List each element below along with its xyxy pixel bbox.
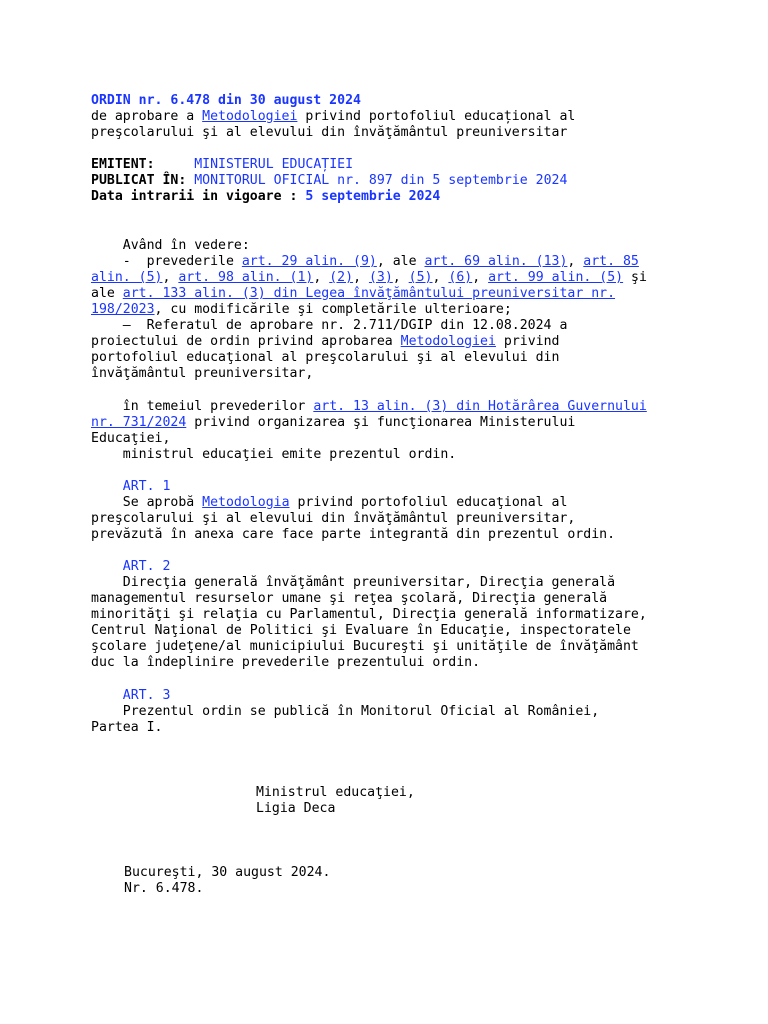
art3-text: Prezentul ordin se publică în Monitorul Oficial al României, <box>122 704 600 719</box>
link-art29[interactable]: art. 29 alin. (9) <box>241 254 377 269</box>
art3-title <box>91 688 170 704</box>
bullet2-text: – Referatul de aprobare nr. 2.711/DGIP din 12.08.2024 a <box>122 318 568 333</box>
preamble-intro <box>91 238 250 254</box>
publicat-label: PUBLICAT ÎN: <box>91 173 187 188</box>
art2-line4: Centrul Naţional de Politici şi Evaluare în Educaţie, inspectoratele <box>91 623 631 638</box>
preamble-bullet2-line4: învăţământul preuniversitar, <box>91 366 314 381</box>
art2-text: Direcţia generală învăţământ preuniversitar, Direcţia generală <box>122 575 616 590</box>
art1-line2: preşcolarului şi al elevului din învăţământul preuniversitar, <box>91 511 576 526</box>
art1-label: ART. 1 <box>122 479 171 494</box>
temei-line2 <box>91 415 575 431</box>
separator: , <box>472 270 489 285</box>
ale-text: ale <box>91 286 123 301</box>
emite-line <box>91 447 456 463</box>
art1-line1 <box>91 495 567 511</box>
signature-name: Ligia Deca <box>256 801 336 816</box>
link-art85[interactable]: art. 85 <box>583 254 639 269</box>
separator: , <box>392 270 409 285</box>
preamble-bullet2-line3: portofoliul educaţional al preşcolarului şi al elevului din <box>91 350 560 365</box>
link-hg-731-2024[interactable]: nr. 731/2024 <box>91 415 187 430</box>
preamble-bullet2-line2 <box>91 334 559 350</box>
emitent-value: MINISTERUL EDUCAȚIEI <box>194 157 354 172</box>
art3-label: ART. 3 <box>122 688 171 703</box>
link-lege-art133[interactable]: art. 133 alin. (3) din Legea învăţământului preuniversitar nr. <box>122 286 616 301</box>
bullet2-rest: privind <box>495 334 560 349</box>
link-alin3[interactable]: (3) <box>368 270 393 285</box>
publicat-value: MONITORUL OFICIAL nr. 897 din 5 septembrie 2024 <box>194 173 568 188</box>
separator: , <box>432 270 449 285</box>
vigoare-row <box>91 189 440 205</box>
bullet2-prefix: proiectului de ordin privind aprobarea <box>91 334 401 349</box>
art2-line5: şcolare judeţene/al municipiului Bucureşti şi unităţile de învăţământ <box>91 639 639 654</box>
emite-text: ministrul educaţiei emite prezentul ordin. <box>122 447 457 462</box>
preamble-bullet1-line2 <box>91 270 647 286</box>
signature-role: Ministrul educaţiei, <box>256 785 415 800</box>
order-subtitle-line1 <box>91 109 575 125</box>
art2-line6: duc la îndeplinire prevederile prezentului ordin. <box>91 655 481 670</box>
link-alin5[interactable]: (5) <box>408 270 433 285</box>
separator: , ale <box>376 254 425 269</box>
separator: , <box>313 270 330 285</box>
metodologie-link[interactable]: Metodologiei <box>202 109 298 124</box>
order-subtitle-line2: preşcolarului şi al elevului din învăţământul preuniversitar <box>91 125 568 140</box>
preamble-bullet2-line1 <box>91 318 567 334</box>
link-metodologia[interactable]: Metodologia <box>202 495 290 510</box>
link-hg-art13[interactable]: art. 13 alin. (3) din Hotărârea Guvernului <box>313 399 647 414</box>
after-lege-text: , cu modificările şi completările ulterioare; <box>154 302 512 317</box>
art1-title <box>91 479 170 495</box>
vigoare-label: Data intrarii in vigoare : <box>91 189 306 204</box>
art1-prefix: Se aprobă <box>122 495 203 510</box>
art3-line2: Partea I. <box>91 720 163 735</box>
link-art69[interactable]: art. 69 alin. (13) <box>424 254 568 269</box>
temei-prefix: în temeiul prevederilor <box>122 399 314 414</box>
order-title: ORDIN nr. 6.478 din 30 august 2024 <box>91 93 361 108</box>
art2-line2: managementul resurselor umane şi reţea şcolară, Direcţia generală <box>91 591 608 606</box>
separator: , <box>162 270 179 285</box>
art1-rest: privind portofoliul educaţional al <box>289 495 568 510</box>
preamble-bullet1-line1 <box>91 254 639 270</box>
separator: , <box>567 254 584 269</box>
subtitle-prefix: de aprobare a <box>91 109 203 124</box>
separator: , <box>353 270 369 285</box>
preamble-bullet1-line3 <box>91 286 615 302</box>
temei-rest: privind organizarea şi funcţionarea Ministerului <box>186 415 576 430</box>
art2-label: ART. 2 <box>122 559 171 574</box>
link-alin6[interactable]: (6) <box>448 270 473 285</box>
place-date: Bucureşti, 30 august 2024. <box>124 865 331 880</box>
link-lege-198-2023[interactable]: 198/2023 <box>91 302 155 317</box>
emitent-row <box>91 157 353 173</box>
link-alin2[interactable]: (2) <box>329 270 354 285</box>
temei-line3: Educaţiei, <box>91 431 171 446</box>
publicat-row <box>91 173 567 189</box>
link-art98[interactable]: art. 98 alin. (1) <box>178 270 314 285</box>
emitent-label: EMITENT: <box>91 157 155 172</box>
link-art85-alin5[interactable]: alin. (5) <box>91 270 163 285</box>
art2-line3: minorităţi şi relaţia cu Parlamentul, Direcţia generală informatizare, <box>91 607 647 622</box>
art1-line3: prevăzută în anexa care face parte integrantă din prezentul ordin. <box>91 527 616 542</box>
subtitle-rest: privind portofoliul educațional al <box>297 109 576 124</box>
art3-line1 <box>91 704 599 720</box>
intro-text: Având în vedere: <box>122 238 250 253</box>
conjunction: şi <box>623 270 647 285</box>
order-number: Nr. 6.478. <box>124 881 204 896</box>
temei-line1 <box>91 399 647 415</box>
preamble-bullet1-line4 <box>91 302 512 318</box>
vigoare-value: 5 septembrie 2024 <box>305 189 441 204</box>
art2-title <box>91 559 170 575</box>
bullet1-prefix: - prevederile <box>122 254 242 269</box>
link-art99[interactable]: art. 99 alin. (5) <box>488 270 624 285</box>
art2-line1 <box>91 575 615 591</box>
link-metodologiei[interactable]: Metodologiei <box>400 334 496 349</box>
